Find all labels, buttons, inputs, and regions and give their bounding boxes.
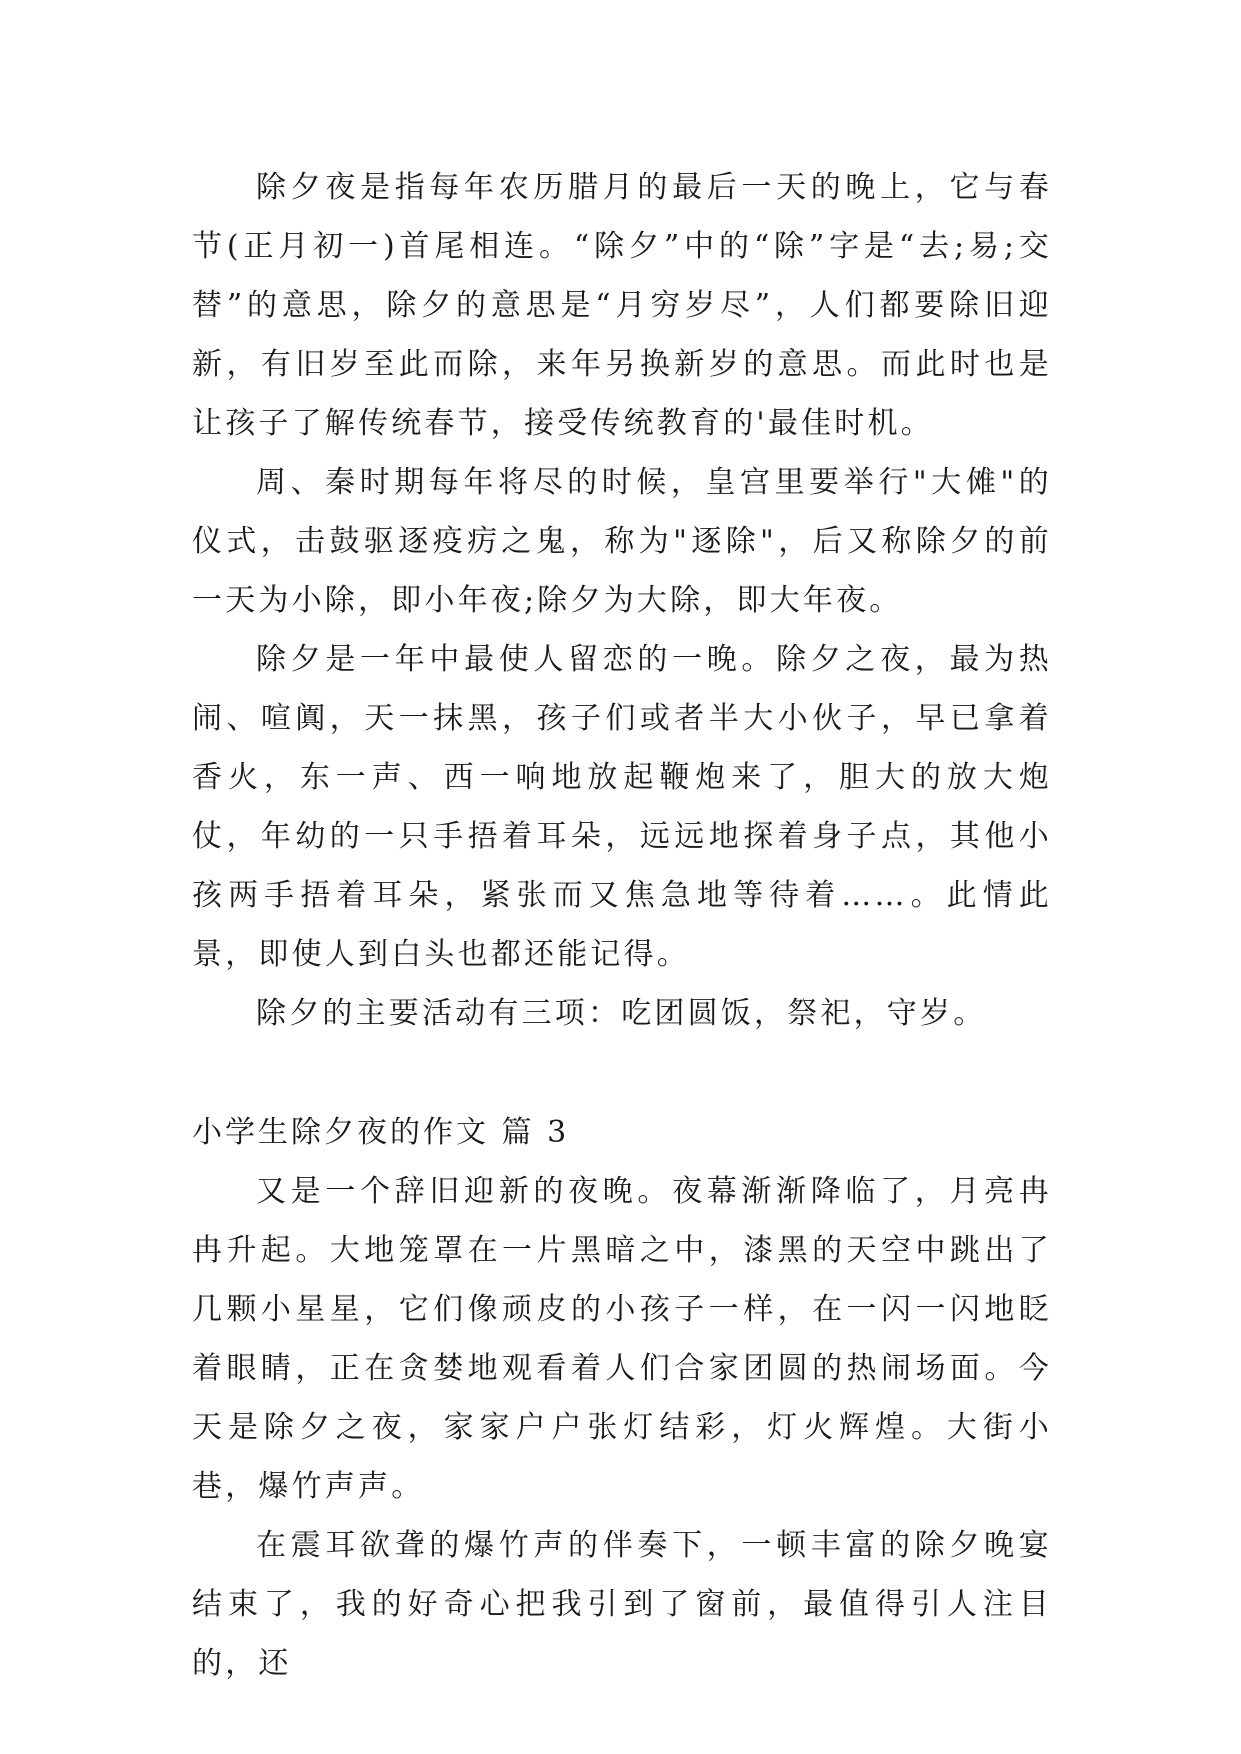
paragraph-night-falls: 又是一个辞旧迎新的夜晚。夜幕渐渐降临了，月亮冉冉升起。大地笼罩在一片黑暗之中，漆黑的天空中跳出了几颗小星星，它们像顽皮的小孩子一样，在一闪一闪地眨着眼睛，正在贪婪地观看着人们合家团圆的热闹场面。今天是除夕之夜，家家户户张灯结彩，灯火辉煌。大街小巷，爆竹声声。: [192, 1174, 1052, 1504]
paragraph-firecrackers: 除夕是一年中最使人留恋的一晚。除夕之夜，最为热闹、喧阗，天一抹黑，孩子们或者半大小伙子，早已拿着香火，东一声、西一响地放起鞭炮来了，胆大的放大炮仗，年幼的一只手捂着耳朵，远远地探着身子点，其他小孩两手捂着耳朵，紧张而又焦急地等待着……。此情此景，即使人到白头也都还能记得。: [192, 642, 1052, 972]
section-spacer: [192, 1043, 1052, 1103]
paragraph-new-year-eve-definition: 除夕夜是指每年农历腊月的最后一天的晚上，它与春节(正月初一)首尾相连。“除夕”中的“除”字是“去;易;交替”的意思，除夕的意思是“月穷岁尽”，人们都要除旧迎新，有旧岁至此而除，来年另换新岁的意思。而此时也是让孩子了解传统春节，接受传统教育的'最佳时机。: [192, 170, 1052, 441]
document-body: [192, 158, 1052, 1693]
paragraph-zhou-qin-history: 周、秦时期每年将尽的时候，皇宫里要举行"大傩"的仪式，击鼓驱逐疫疠之鬼，称为"逐除"，后又称除夕的前一天为小除，即小年夜;除夕为大除，即大年夜。: [192, 465, 1052, 618]
section-heading: 小学生除夕夜的作文 篇 3: [192, 1115, 570, 1150]
paragraph-main-activities: 除夕的主要活动有三项：吃团圆饭，祭祀，守岁。: [256, 996, 987, 1031]
paragraph-after-dinner: 在震耳欲聋的爆竹声的伴奏下，一顿丰富的除夕晚宴结束了，我的好奇心把我引到了窗前，最值得引人注目的，还: [192, 1528, 1052, 1681]
